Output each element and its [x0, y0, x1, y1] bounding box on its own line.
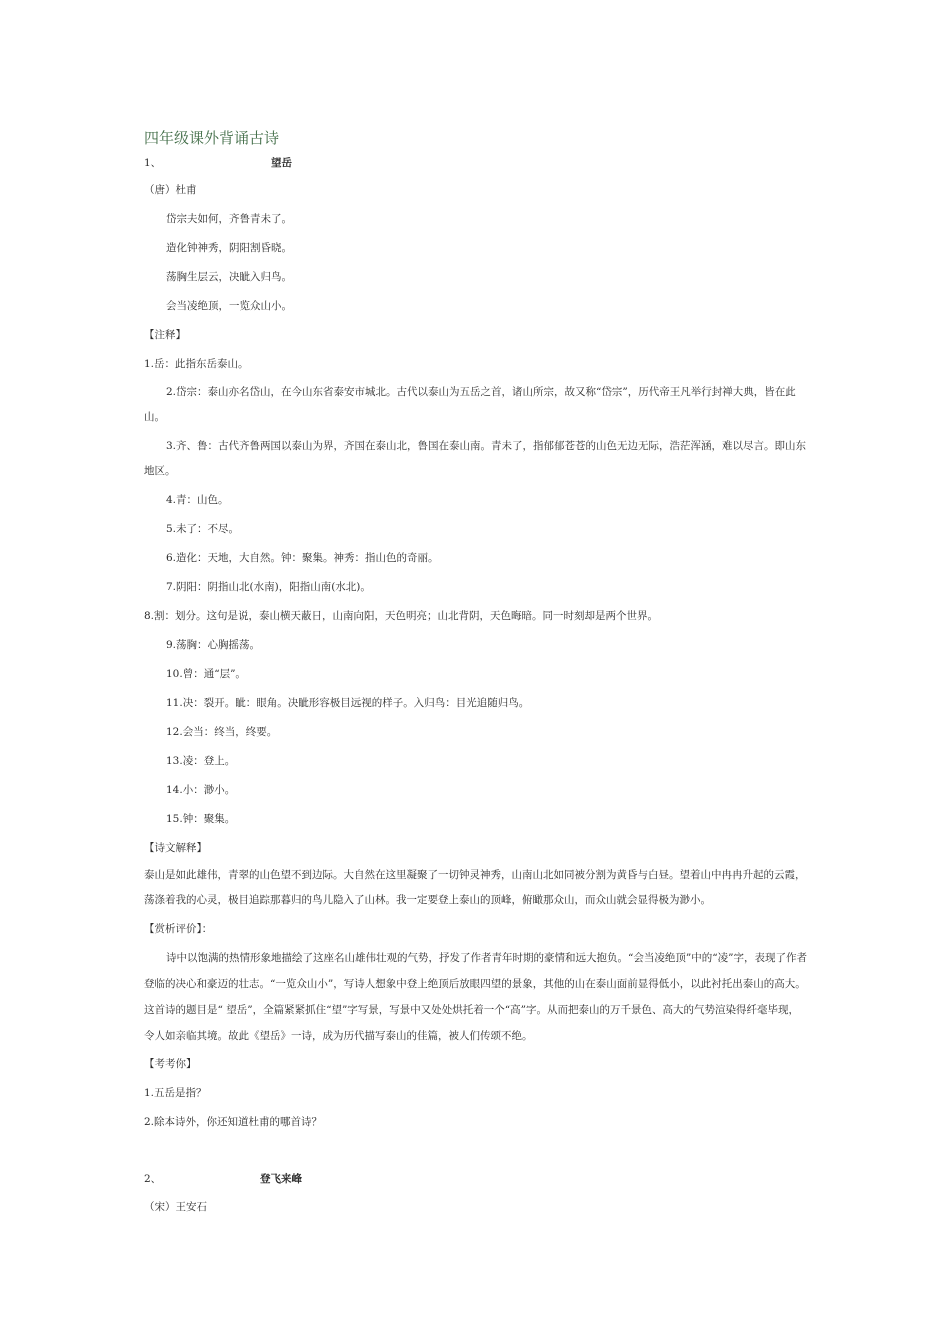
note-item: 8.割：划分。这句是说，泰山横天蔽日，山南向阳，天色明亮；山北背阴，天色晦暗。同一时刻却是两个世界。	[144, 610, 659, 622]
poem-title: 登飞来峰	[260, 1173, 302, 1185]
note-item: 15.钟：聚集。	[166, 813, 236, 825]
poem-line: 荡胸生层云，决眦入归鸟。	[166, 271, 292, 283]
appreciation-text: 诗中以饱满的热情形象地描绘了这座名山雄伟壮观的气势，抒发了作者青年时期的豪情和远大抱负。“会当凌绝顶”中的“凌”字，表现了作者登临的决心和豪迈的壮志。“一览众山小”，写诗人想象中登上绝顶后放眼四望的景象，其他的山在泰山面前显得低小，以此衬托出泰山的高大。这首诗的题目是“ 望岳”，全篇紧紧抓住“望”字写景，写景中又处处烘托着一个“高”字。从而把泰山的万千景色、高大的气势渲染得纤毫毕现，令人如亲临其境。故此《望岳》一诗，成为历代描写泰山的佳篇，被人们传颂不绝。	[144, 952, 807, 1042]
explain-text: 泰山是如此雄伟，青翠的山色望不到边际。大自然在这里凝聚了一切钟灵神秀，山南山北如同被分割为黄昏与白昼。望着山中冉冉升起的云霞，荡涤着我的心灵，极目追踪那暮归的鸟儿隐入了山林。我一定要登上泰山的顶峰，俯瞰那众山，而众山就会显得极为渺小。	[144, 869, 806, 906]
note-item: 9.荡胸：心胸摇荡。	[166, 639, 261, 651]
quiz-heading: 【考考你】	[144, 1058, 197, 1070]
poem-line: 造化钟神秀，阴阳割昏晓。	[166, 242, 292, 254]
poem-line: 岱宗夫如何，齐鲁青未了。	[166, 213, 292, 225]
note-item: 12.会当：终当，终要。	[166, 726, 278, 738]
poem-line: 会当凌绝顶，一览众山小。	[166, 300, 292, 312]
poem-number: 2、	[144, 1173, 162, 1185]
poem-author: （宋）王安石	[144, 1201, 207, 1213]
note-item: 6.造化：天地，大自然。钟：聚集。神秀：指山色的奇丽。	[166, 552, 439, 564]
poem-author: （唐）杜甫	[144, 184, 197, 196]
explain-heading: 【诗文解释】	[144, 842, 207, 854]
page-title: 四年级课外背诵古诗	[144, 129, 280, 147]
quiz-item: 2.除本诗外，你还知道杜甫的哪首诗？	[144, 1116, 323, 1128]
poem-title: 望岳	[271, 157, 292, 169]
note-item: 3.齐、鲁：古代齐鲁两国以泰山为界，齐国在泰山北，鲁国在泰山南。青未了，指郁郁苍苍的山色无边无际，浩茫浑涵，难以尽言。即山东地区。	[144, 440, 807, 477]
note-item: 4.青：山色。	[166, 494, 229, 506]
quiz-item: 1.五岳是指？	[144, 1087, 207, 1099]
note-item: 1.岳：此指东岳泰山。	[144, 358, 249, 370]
appreciation-heading: 【赏析评价】：	[144, 923, 213, 935]
note-item: 11.决：裂开。眦：眼角。决眦形容极目远视的样子。入归鸟：目光追随归鸟。	[166, 697, 530, 709]
note-item: 7.阴阳：阴指山北(水南)，阳指山南(水北)。	[166, 581, 371, 593]
note-item: 2.岱宗：泰山亦名岱山，在今山东省泰安市城北。古代以泰山为五岳之首，诸山所宗，故又称“岱宗”，历代帝王凡举行封禅大典，皆在此山。	[144, 386, 796, 423]
note-item: 14.小：渺小。	[166, 784, 236, 796]
note-item: 5.未了：不尽。	[166, 523, 240, 535]
note-item: 10.曾：通“层”。	[166, 668, 246, 680]
poem-number: 1、	[144, 157, 162, 169]
notes-heading: 【注释】	[144, 329, 186, 341]
note-item: 13.凌：登上。	[166, 755, 236, 767]
